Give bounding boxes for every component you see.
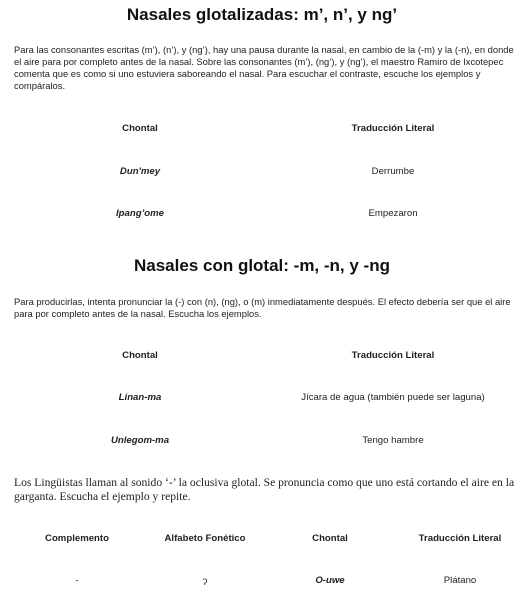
section-paragraph-nasals-with-glottal: Para producirlas, intenta pronunciar la (-) con (n), (ng), o (m) inmediatamente después. El efecto debería ser que el aire para por completo antes de la nasal. Escucha los ejemplos. <box>14 296 511 319</box>
table1-row2-chontal: Ipang’ome <box>116 208 164 219</box>
table2-header-translation: Traducción Literal <box>351 350 435 361</box>
table1-header-translation: Traducción Literal <box>351 123 435 134</box>
section-paragraph-glottal-stop: Los Lingüistas llaman al sonido ‘-’ la oclusiva glotal. Se pronuncia como que uno está cortando el aire en la garganta. Escucha el ejemplo y repite. <box>14 476 515 503</box>
table3-row1-phonetic: ʔ <box>202 577 208 588</box>
table3-header-translation: Traducción Literal <box>418 533 502 544</box>
section-paragraph-glottalized-nasals: Para las consonantes escritas (m’), (n’), y (ng’), hay una pausa durante la nasal, en cambio de la (-m) y la (-n), en donde el aire para por completo antes de la nasal. Sobre las consonantes (m’), (ng’), y (ng’), el maestro Ramiro de Ixcotepec comenta que es como si uno estuviera saboreando el nasal. Para escuchar el contraste, escuche los ejemplos y compáralos. <box>14 44 514 91</box>
table2-row1-chontal: Linan-ma <box>118 392 162 403</box>
table2-row2-chontal: Unlegom-ma <box>110 435 170 446</box>
table3-row1-chontal: O-uwe <box>315 575 345 586</box>
table2-header-chontal: Chontal <box>122 350 158 361</box>
table3-row1-translation: Plátano <box>443 575 477 586</box>
table2-row2-translation: Tengo hambre <box>362 435 424 446</box>
section-title-glottalized-nasals: Nasales glotalizadas: m’, n’, y ng’ <box>126 5 398 24</box>
table3-header-complement: Complemento <box>45 533 109 544</box>
table2-row1-translation: Jícara de agua (también puede ser laguna) <box>301 392 485 403</box>
table3-row1-complement: - <box>75 575 79 586</box>
table3-header-chontal: Chontal <box>312 533 348 544</box>
table1-row1-translation: Derrumbe <box>371 166 415 177</box>
table1-header-chontal: Chontal <box>122 123 158 134</box>
table1-row2-translation: Empezaron <box>368 208 418 219</box>
section-title-nasals-with-glottal: Nasales con glotal: -m, -n, y -ng <box>134 256 390 275</box>
table3-header-phonetic: Alfabeto Fonético <box>164 533 246 544</box>
table1-row1-chontal: Dun'mey <box>119 166 161 177</box>
